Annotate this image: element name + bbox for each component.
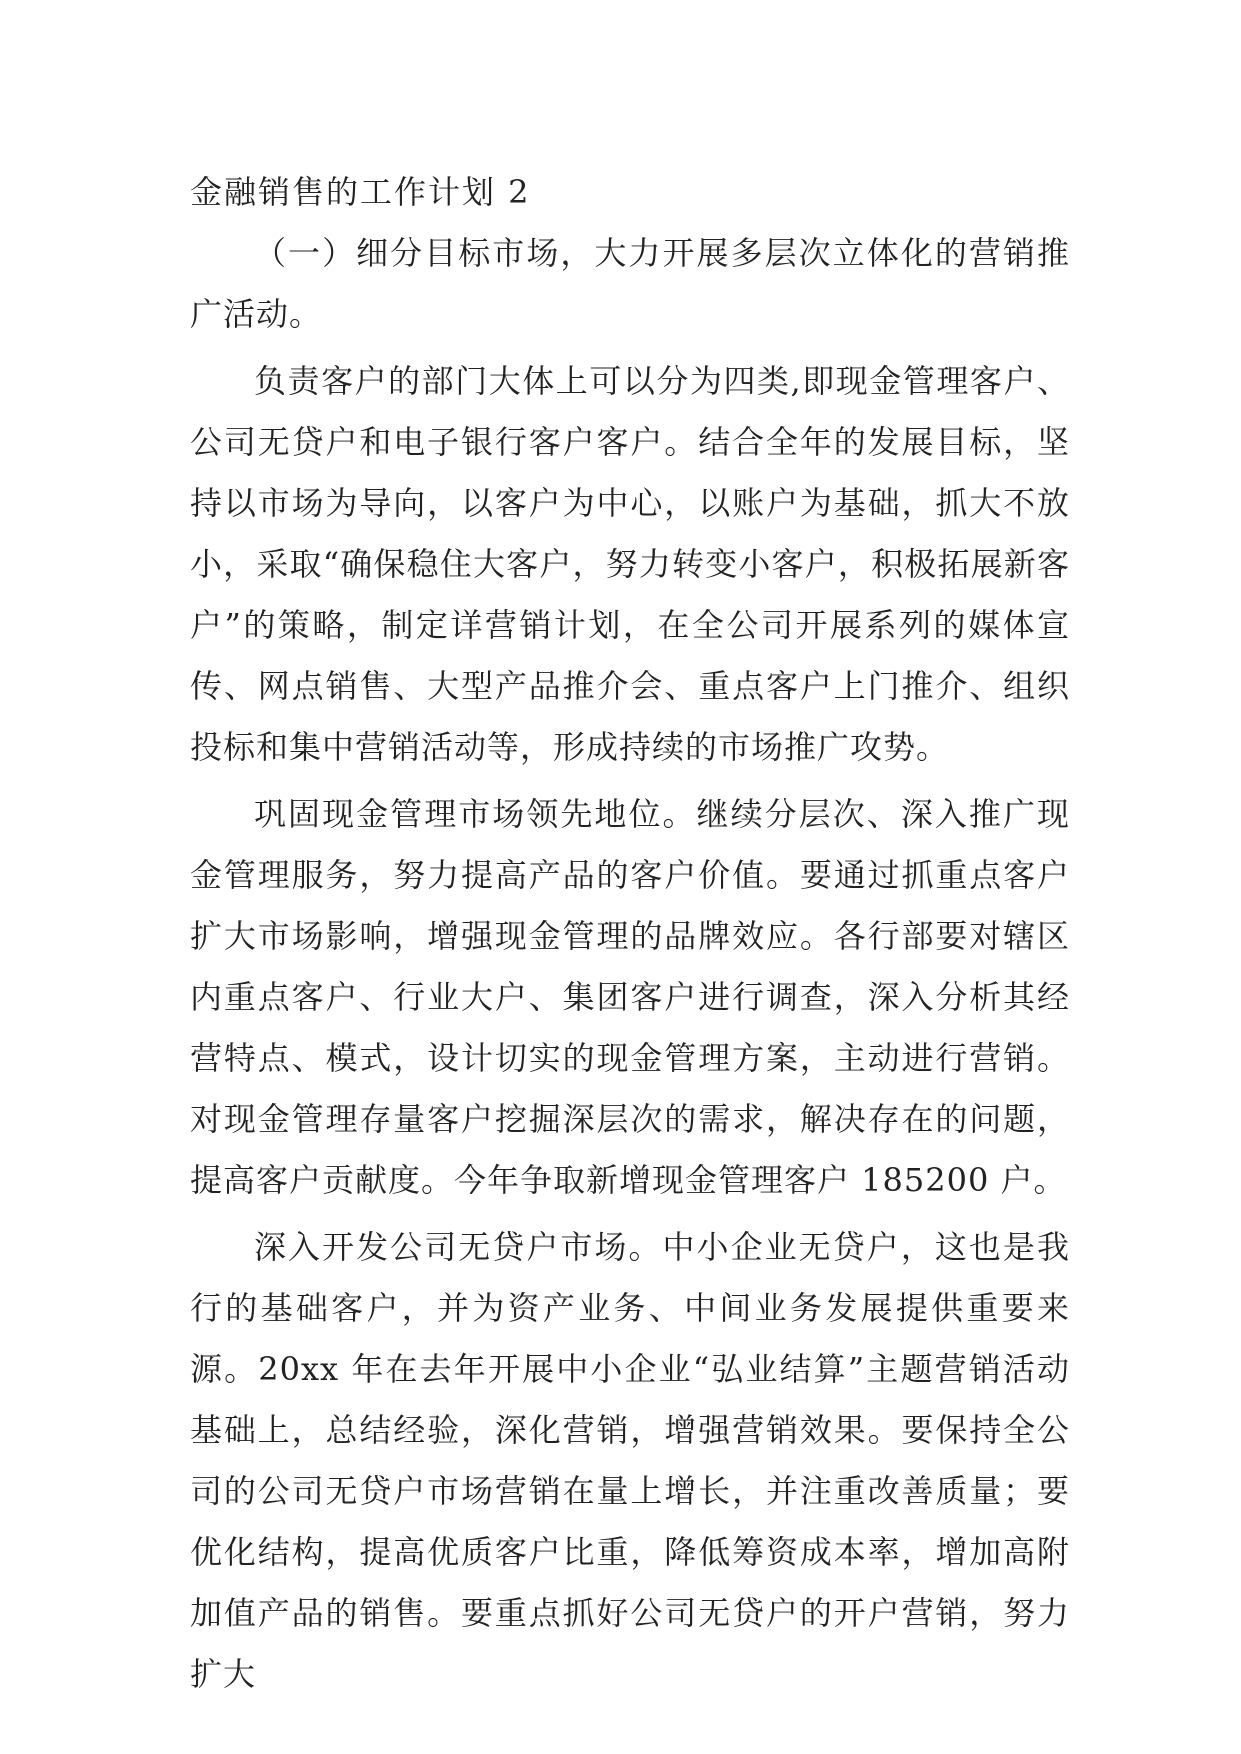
document-body [190, 162, 1070, 1711]
paragraph-2: 负责客户的部门大体上可以分为四类,即现金管理客户、公司无贷户和电子银行客户客户。结合全年的发展目标，坚持以市场为导向，以客户为中心，以账户为基础，抓大不放小，采取“确保稳住大客户，努力转变小客户，积极拓展新客户”的策略，制定详营销计划，在全公司开展系列的媒体宣传、网点销售、大型产品推介会、重点客户上门推介、组织投标和集中营销活动等，形成持续的市场推广攻势。 [190, 362, 1070, 766]
paragraph-3: 巩固现金管理市场领先地位。继续分层次、深入推广现金管理服务，努力提高产品的客户价值。要通过抓重点客户扩大市场影响，增强现金管理的品牌效应。各行部要对辖区内重点客户、行业大户、集团客户进行调查，深入分析其经营特点、模式，设计切实的现金管理方案，主动进行营销。对现金管理存量客户挖掘深层次的需求，解决存在的问题，提高客户贡献度。今年争取新增现金管理客户 185200 户。 [190, 795, 1070, 1199]
paragraph-1: （一）细分目标市场，大力开展多层次立体化的营销推广活动。 [190, 234, 1070, 333]
paragraph-4: 深入开发公司无贷户市场。中小企业无贷户，这也是我行的基础客户，并为资产业务、中间业务发展提供重要来源。20xx 年在去年开展中小企业“弘业结算”主题营销活动基础上，总结经验，深化营销，增强营销效果。要保持全公司的公司无贷户市场营销在量上增长，并注重改善质量；要优化结构，提高优质客户比重，降低筹资成本率，增加高附加值产品的销售。要重点抓好公司无贷户的开户营销，努力扩大 [190, 1228, 1070, 1693]
document-title: 金融销售的工作计划 2 [190, 173, 531, 211]
